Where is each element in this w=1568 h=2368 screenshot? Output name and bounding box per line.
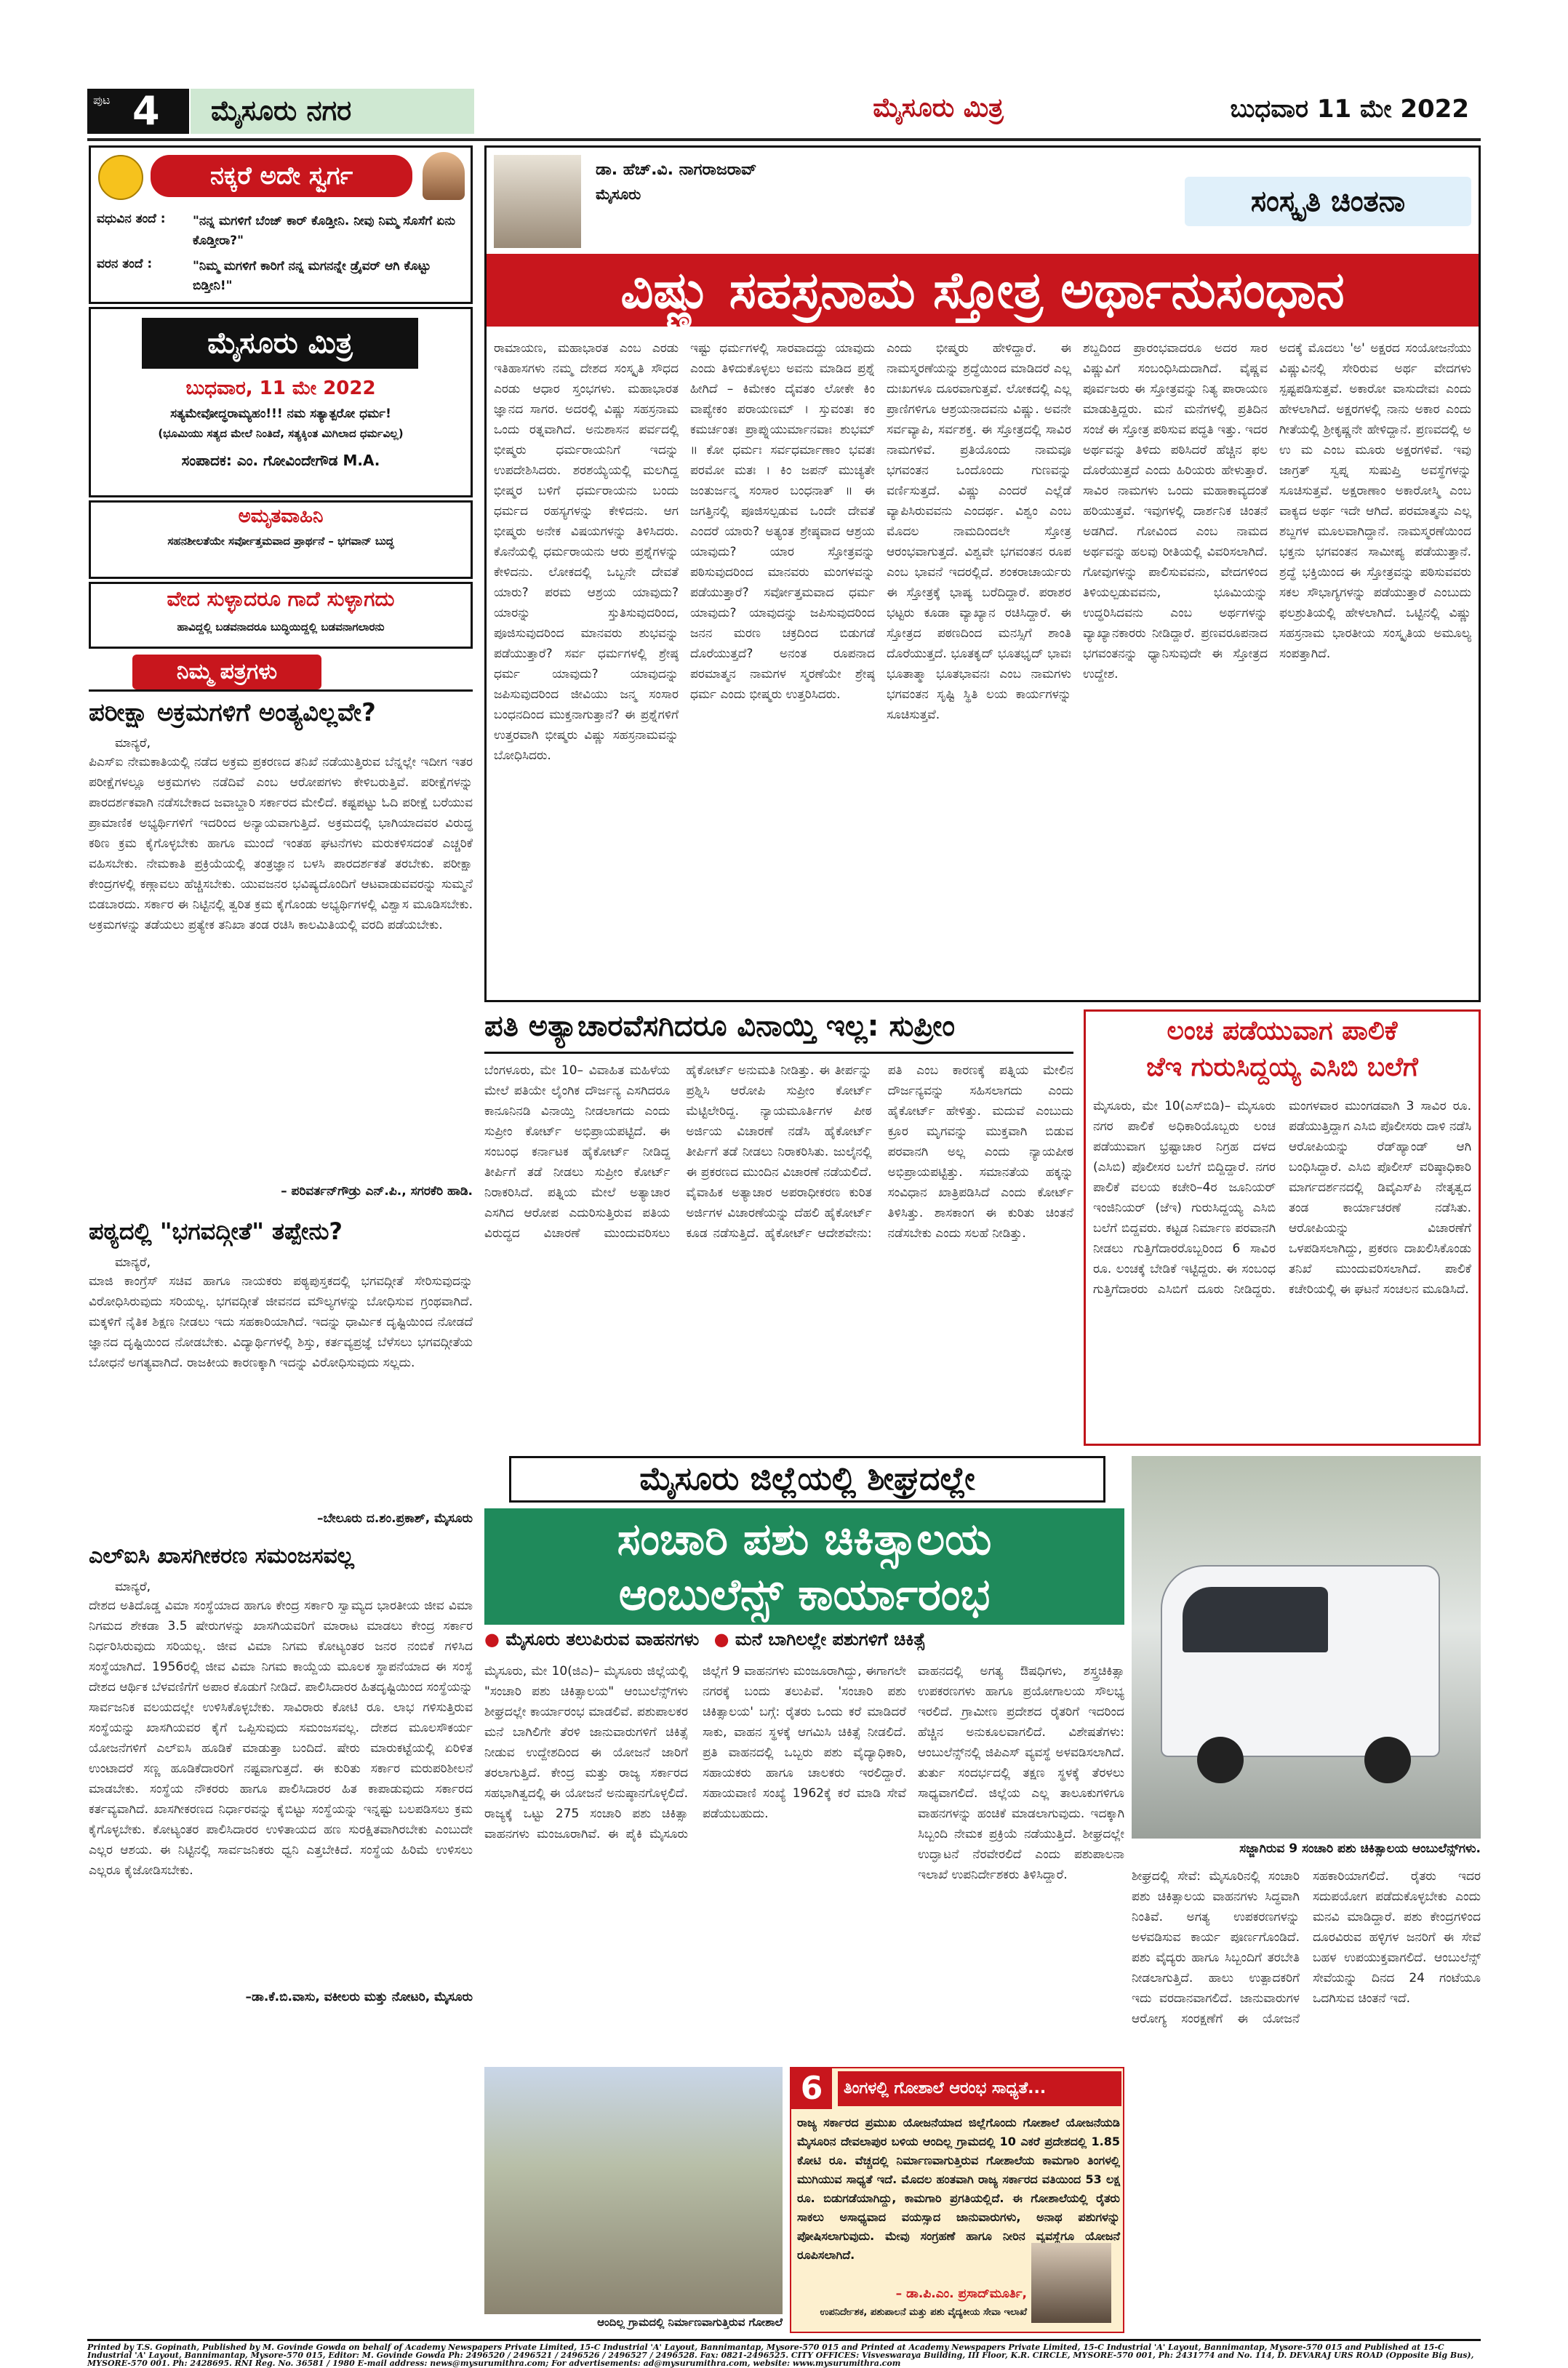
- humor-line1-text: "ನನ್ನ ಮಗಳಿಗೆ ಬೆಂಜ್ ಕಾರ್ ಕೊಡ್ತೀನಿ. ನೀವು ನಿಮ್ಮ ಸೊಸೆಗೆ ಏನು ಕೊಡ್ತೀರಾ?": [193, 214, 456, 248]
- letter-1-body: ಪಿಎಸ್‌ಐ ನೇಮಕಾತಿಯಲ್ಲಿ ನಡೆದ ಅಕ್ರಮ ಪ್ರಕರಣದ ತನಿಖೆ ನಡೆಯುತ್ತಿರುವ ಬೆನ್ನಲ್ಲೇ ಇದೀಗ ಇತರ ಪರೀಕ್ಷೆಗಳಲ್ಲೂ ಅಕ್ರಮಗಳು ನಡೆದಿವೆ ಎಂಬ ಆರೋಪಗಳು ಕೇಳಿಬರುತ್ತಿವೆ. ಪರೀಕ್ಷೆಗಳನ್ನು ಪಾರದರ್ಶಕವಾಗಿ ನಡೆಸಬೇಕಾದ ಜವಾಬ್ದಾರಿ ಸರ್ಕಾರದ ಮೇಲಿದೆ. ಕಷ್ಟಪಟ್ಟು ಓದಿ ಪರೀಕ್ಷೆ ಬರೆಯುವ ಪ್ರಾಮಾಣಿಕ ಅಭ್ಯರ್ಥಿಗಳಿಗೆ ಇದರಿಂದ ಅನ್ಯಾಯವಾಗುತ್ತಿದೆ. ಅಕ್ರಮದಲ್ಲಿ ಭಾಗಿಯಾದವರ ವಿರುದ್ಧ ಕಠಿಣ ಕ್ರಮ ಕೈಗೊಳ್ಳಬೇಕು ಹಾಗೂ ಮುಂದೆ ಇಂತಹ ಘಟನೆಗಳು ಮರುಕಳಿಸದಂತೆ ಎಚ್ಚರಿಕೆ ವಹಿಸಬೇಕು. ನೇಮಕಾತಿ ಪ್ರಕ್ರಿಯೆಯಲ್ಲಿ ತಂತ್ರಜ್ಞಾನ ಬಳಸಿ ಪಾರದರ್ಶಕತೆ ತರಬೇಕು. ಪರೀಕ್ಷಾ ಕೇಂದ್ರಗಳಲ್ಲಿ ಕಣ್ಗಾವಲು ಹೆಚ್ಚಿಸಬೇಕು. ಯುವಜನರ ಭವಿಷ್ಯದೊಂದಿಗೆ ಆಟವಾಡುವವರನ್ನು ಸುಮ್ಮನೆ ಬಿಡಬಾರದು. ಸರ್ಕಾರ ಈ ನಿಟ್ಟಿನಲ್ಲಿ ತ್ವರಿತ ಕ್ರಮ ಕೈಗೊಂಡು ಅಭ್ಯರ್ಥಿಗಳಲ್ಲಿ ವಿಶ್ವಾಸ ಮೂಡಿಸಬೇಕು. ಅಕ್ರಮಗಳನ್ನು ತಡೆಯಲು ಪ್ರತ್ಯೇಕ ತನಿಖಾ ತಂಡ ರಚಿಸಿ ಕಾಲಮಿತಿಯಲ್ಲಿ ವರದಿ ಪಡೆಯಬೇಕು.: [89, 755, 473, 932]
- section-label: ಮೈಸೂರು ನಗರ: [211, 95, 352, 127]
- header-paper-name: ಮೈಸೂರು ಮಿತ್ರ: [873, 93, 1004, 123]
- sc-news: [484, 1009, 1073, 1446]
- humor-title: ನಕ್ಕರೆ ಅದೇ ಸ್ವರ್ಗ: [151, 155, 412, 197]
- footer-rule: [87, 2339, 1481, 2341]
- sc-body: ಬೆಂಗಳೂರು, ಮೇ 10– ವಿವಾಹಿತ ಮಹಿಳೆಯ ಮೇಲೆ ಪತಿಯೇ ಲೈಂಗಿಕ ದೌರ್ಜನ್ಯ ಎಸಗಿದರೂ ಕಾನೂನಿನಡಿ ವಿನಾಯ್ತಿ ನೀಡಲಾಗದು ಎಂದು ಸುಪ್ರೀಂ ಕೋರ್ಟ್ ಅಭಿಪ್ರಾಯಪಟ್ಟಿದೆ. ಈ ಸಂಬಂಧ ಕರ್ನಾಟಕ ಹೈಕೋರ್ಟ್ ನೀಡಿದ್ದ ತೀರ್ಪಿಗೆ ತಡೆ ನೀಡಲು ಸುಪ್ರೀಂ ಕೋರ್ಟ್ ನಿರಾಕರಿಸಿದೆ. ಪತ್ನಿಯ ಮೇಲೆ ಅತ್ಯಾಚಾರ ಎಸಗಿದ ಆರೋಪ ಎದುರಿಸುತ್ತಿರುವ ಪತಿಯ ವಿರುದ್ಧದ ವಿಚಾರಣೆ ಮುಂದುವರಿಸಲು ಹೈಕೋರ್ಟ್ ಅನುಮತಿ ನೀಡಿತ್ತು. ಈ ತೀರ್ಪನ್ನು ಪ್ರಶ್ನಿಸಿ ಆರೋಪಿ ಸುಪ್ರೀಂ ಕೋರ್ಟ್ ಮೆಟ್ಟಿಲೇರಿದ್ದ. ನ್ಯಾಯಮೂರ್ತಿಗಳ ಪೀಠ ಅರ್ಜಿಯ ವಿಚಾರಣೆ ನಡೆಸಿ ಹೈಕೋರ್ಟ್ ತೀರ್ಪಿಗೆ ತಡೆ ನೀಡಲು ನಿರಾಕರಿಸಿತು. ಜುಲೈನಲ್ಲಿ ಈ ಪ್ರಕರಣದ ಮುಂದಿನ ವಿಚಾರಣೆ ನಡೆಯಲಿದೆ. ವೈವಾಹಿಕ ಅತ್ಯಾಚಾರ ಅಪರಾಧೀಕರಣ ಕುರಿತ ಅರ್ಜಿಗಳ ವಿಚಾರಣೆಯನ್ನು ದೆಹಲಿ ಹೈಕೋರ್ಟ್ ಕೂಡ ನಡೆಸುತ್ತಿದೆ. ಹೈಕೋರ್ಟ್ ಆದೇಶವೇನು: ಪತಿ ಎಂಬ ಕಾರಣಕ್ಕೆ ಪತ್ನಿಯ ಮೇಲಿನ ದೌರ್ಜನ್ಯವನ್ನು ಸಹಿಸಲಾಗದು ಎಂದು ಹೈಕೋರ್ಟ್ ಹೇಳಿತ್ತು. ಮದುವೆ ಎಂಬುದು ಕ್ರೂರ ಮೃಗವನ್ನು ಮುಕ್ತವಾಗಿ ಬಿಡುವ ಪರವಾನಗಿ ಅಲ್ಲ ಎಂದು ನ್ಯಾಯಪೀಠ ಅಭಿಪ್ರಾಯಪಟ್ಟಿತ್ತು. ಸಮಾನತೆಯ ಹಕ್ಕನ್ನು ಸಂವಿಧಾನ ಖಾತ್ರಿಪಡಿಸಿದೆ ಎಂದು ಕೋರ್ಟ್ ತಿಳಿಸಿತ್ತು. ಶಾಸಕಾಂಗ ಈ ಕುರಿತು ಚಿಂತನೆ ನಡೆಸಬೇಕು ಎಂದು ಸಲಹೆ ನೀಡಿತ್ತು.: [484, 1063, 1073, 1241]
- ambulance-photo: [1132, 1456, 1481, 1839]
- goshala-photo: [484, 2067, 783, 2314]
- vet-bullets: [484, 1629, 1124, 1655]
- acb-news: [1084, 1009, 1481, 1446]
- header-date: ಬುಧವಾರ 11 ಮೇ 2022: [1230, 95, 1469, 124]
- column-text-3: ಎಂದು ಭೀಷ್ಮರು ಹೇಳಿದ್ದಾರೆ. ಈ ನಾಮಸ್ಮರಣೆಯನ್ನು ಶ್ರದ್ಧೆಯಿಂದ ಮಾಡಿದರೆ ಎಲ್ಲ ದುಃಖಗಳೂ ದೂರವಾಗುತ್ತವೆ. ಲೋಕದಲ್ಲಿ ಎಲ್ಲ ಪ್ರಾಣಿಗಳಿಗೂ ಆಶ್ರಯನಾದವನು ವಿಷ್ಣು. ಅವನೇ ಸರ್ವವ್ಯಾಪಿ, ಸರ್ವಶಕ್ತ. ಈ ಸ್ತೋತ್ರದಲ್ಲಿ ಸಾವಿರ ನಾಮಗಳಿವೆ. ಪ್ರತಿಯೊಂದು ನಾಮವೂ ಭಗವಂತನ ಒಂದೊಂದು ಗುಣವನ್ನು ವರ್ಣಿಸುತ್ತದೆ. ವಿಷ್ಣು ಎಂದರೆ ಎಲ್ಲೆಡೆ ವ್ಯಾಪಿಸಿರುವವನು ಎಂದರ್ಥ. ವಿಶ್ವಂ ಎಂಬ ಮೊದಲ ನಾಮದಿಂದಲೇ ಸ್ತೋತ್ರ ಆರಂಭವಾಗುತ್ತದೆ. ವಿಶ್ವವೇ ಭಗವಂತನ ರೂಪ ಎಂಬ ಭಾವನೆ ಇದರಲ್ಲಿದೆ. ಶಂಕರಾಚಾರ್ಯರು ಈ ಸ್ತೋತ್ರಕ್ಕೆ ಭಾಷ್ಯ ಬರೆದಿದ್ದಾರೆ. ಪರಾಶರ ಭಟ್ಟರು ಕೂಡಾ ವ್ಯಾಖ್ಯಾನ ರಚಿಸಿದ್ದಾರೆ. ಈ ಸ್ತೋತ್ರದ ಪಠಣದಿಂದ ಮನಸ್ಸಿಗೆ ಶಾಂತಿ ದೊರೆಯುತ್ತದೆ. ಭೂತಕೃದ್ ಭೂತಭೃದ್ ಭಾವಃ ಭೂತಾತ್ಮಾ ಭೂತಭಾವನಃ ಎಂಬ ನಾಮಗಳು ಭಗವಂತನ ಸೃಷ್ಟಿ ಸ್ಥಿತಿ ಲಯ ಕಾರ್ಯಗಳನ್ನು ಸೂಚಿಸುತ್ತವೆ.: [887, 341, 1071, 722]
- vet-headline-2: ಆಂಬುಲೆನ್ಸ್ ಕಾರ್ಯಾರಂಭ: [618, 1569, 991, 1620]
- column-author: ಡಾ. ಹೆಚ್.ವಿ. ನಾಗರಾಜರಾವ್: [596, 161, 757, 179]
- letter-2-salute: ಮಾನ್ಯರೆ,: [115, 1255, 151, 1270]
- bullet-icon: ●: [713, 1629, 729, 1649]
- column-text-1: ರಾಮಾಯಣ, ಮಹಾಭಾರತ ಎಂಬ ಎರಡು ಇತಿಹಾಸಗಳು ನಮ್ಮ ದೇಶದ ಸಂಸ್ಕೃತಿ ಸೌಧದ ಎರಡು ಆಧಾರ ಸ್ತಂಭಗಳು. ಮಹಾಭಾರತ ಜ್ಞಾನದ ಸಾಗರ. ಅದರಲ್ಲಿ ವಿಷ್ಣು ಸಹಸ್ರನಾಮ ಒಂದು ರತ್ನವಾಗಿದೆ. ಅನುಶಾಸನ ಪರ್ವದಲ್ಲಿ ಭೀಷ್ಮರು ಧರ್ಮರಾಯನಿಗೆ ಇದನ್ನು ಉಪದೇಶಿಸಿದರು. ಶರಶಯ್ಯೆಯಲ್ಲಿ ಮಲಗಿದ್ದ ಭೀಷ್ಮರ ಬಳಿಗೆ ಧರ್ಮರಾಯನು ಬಂದು ಧರ್ಮದ ರಹಸ್ಯಗಳನ್ನು ಕೇಳಿದನು. ಆಗ ಭೀಷ್ಮರು ಅನೇಕ ವಿಷಯಗಳನ್ನು ತಿಳಿಸಿದರು. ಕೊನೆಯಲ್ಲಿ ಧರ್ಮರಾಯನು ಆರು ಪ್ರಶ್ನೆಗಳನ್ನು ಕೇಳಿದನು. ಲೋಕದಲ್ಲಿ ಒಬ್ಬನೇ ದೇವತೆ ಯಾರು? ಪರಮ ಆಶ್ರಯ ಯಾವುದು? ಯಾರನ್ನು ಸ್ತುತಿಸುವುದರಿಂದ, ಪೂಜಿಸುವುದರಿಂದ ಮಾನವರು ಶುಭವನ್ನು ಪಡೆಯುತ್ತಾರೆ? ಸರ್ವ ಧರ್ಮಗಳಲ್ಲಿ ಶ್ರೇಷ್ಠ ಧರ್ಮ ಯಾವುದು? ಯಾವುದನ್ನು ಜಪಿಸುವುದರಿಂದ ಜೀವಿಯು ಜನ್ಮ ಸಂಸಾರ ಬಂಧನದಿಂದ ಮುಕ್ತನಾಗುತ್ತಾನೆ? ಈ ಪ್ರಶ್ನೆಗಳಿಗೆ ಉತ್ತರವಾಗಿ ಭೀಷ್ಮರು ವಿಷ್ಣು ಸಹಸ್ರನಾಮವನ್ನು ಬೋಧಿಸಿದರು.: [494, 341, 679, 763]
- goshala-title: ತಿಂಗಳಲ್ಲಿ ಗೋಶಾಲೆ ಆರಂಭ ಸಾಧ್ಯತೆ...: [838, 2071, 1121, 2106]
- proverb-title: ವೇದ ಸುಳ್ಳಾದರೂ ಗಾದೆ ಸುಳ್ಳಾಗದು: [167, 587, 395, 611]
- column-headline: ವಿಷ್ಣು ಸಹಸ್ರನಾಮ ಸ್ತೋತ್ರ ಅರ್ಥಾನುಸಂಧಾನ: [487, 254, 1479, 327]
- letter-2-title: ಪಠ್ಯದಲ್ಲಿ "ಭಗವದ್ಗೀತೆ" ತಪ್ಪೇನು?: [89, 1217, 343, 1245]
- proverb-text: ಹಾವಿದ್ದಲ್ಲಿ ಬಡವನಾದರೂ ಬುದ್ಧಿಯಿದ್ದಲ್ಲಿ ಬಡವನಾಗಲಾರನು: [177, 620, 385, 633]
- humor-line1-label: ವಧುವಿನ ತಂದೆ :: [97, 212, 166, 226]
- column-box: [484, 145, 1481, 1002]
- section-name: [191, 89, 474, 134]
- letter-1-title: ಪರೀಕ್ಷಾ ಅಕ್ರಮಗಳಿಗೆ ಅಂತ್ಯವಿಲ್ಲವೇ?: [89, 698, 376, 727]
- letter-3-title: ಎಲ್‌ಐಸಿ ಖಾಸಗೀಕರಣ ಸಮಂಜಸವಲ್ಲ: [89, 1543, 354, 1569]
- vet-bullet-2: ಮನೆ ಬಾಗಿಲಲ್ಲೇ ಪಶುಗಳಿಗೆ ಚಿಕಿತ್ಸೆ: [735, 1629, 926, 1649]
- letter-3-body: ದೇಶದ ಅತಿದೊಡ್ಡ ವಿಮಾ ಸಂಸ್ಥೆಯಾದ ಹಾಗೂ ಕೇಂದ್ರ ಸರ್ಕಾರಿ ಸ್ವಾಮ್ಯದ ಭಾರತೀಯ ಜೀವ ವಿಮಾ ನಿಗಮದ ಶೇಕಡಾ 3.5 ಷೇರುಗಳನ್ನು ಖಾಸಗಿಯವರಿಗೆ ಮಾರಾಟ ಮಾಡಲು ಕೇಂದ್ರ ಸರ್ಕಾರ ನಿರ್ಧರಿಸಿರುವುದು ಸರಿಯಲ್ಲ. ಜೀವ ವಿಮಾ ನಿಗಮ ಕೋಟ್ಯಂತರ ಜನರ ನಂಬಿಕೆ ಗಳಿಸಿದ ಸಂಸ್ಥೆಯಾಗಿದೆ. 1956ರಲ್ಲಿ ಜೀವ ವಿಮಾ ನಿಗಮ ಕಾಯ್ದೆಯ ಮೂಲಕ ಸ್ಥಾಪನೆಯಾದ ಈ ಸಂಸ್ಥೆ ದೇಶದ ಆರ್ಥಿಕ ಬೆಳವಣಿಗೆಗೆ ಅಪಾರ ಕೊಡುಗೆ ನೀಡಿದೆ. ಪಾಲಿಸಿದಾರರ ಹಿತದೃಷ್ಟಿಯಿಂದ ಸಂಸ್ಥೆಯನ್ನು ಸಾರ್ವಜನಿಕ ವಲಯದಲ್ಲೇ ಉಳಿಸಿಕೊಳ್ಳಬೇಕು. ಸಾವಿರಾರು ಕೋಟಿ ರೂ. ಲಾಭ ಗಳಿಸುತ್ತಿರುವ ಸಂಸ್ಥೆಯನ್ನು ಖಾಸಗಿಯವರ ಕೈಗೆ ಒಪ್ಪಿಸುವುದು ಸಮಂಜಸವಲ್ಲ. ದೇಶದ ಮೂಲಸೌಕರ್ಯ ಯೋಜನೆಗಳಿಗೆ ಎಲ್‌ಐಸಿ ಹೂಡಿಕೆ ಮಾಡುತ್ತಾ ಬಂದಿದೆ. ಷೇರು ಮಾರುಕಟ್ಟೆಯಲ್ಲಿ ಏರಿಳಿತ ಉಂಟಾದರೆ ಸಣ್ಣ ಹೂಡಿಕೆದಾರರಿಗೆ ನಷ್ಟವಾಗುತ್ತದೆ. ಈ ಕುರಿತು ಸರ್ಕಾರ ಮರುಪರಿಶೀಲನೆ ಮಾಡಬೇಕು. ಸಂಸ್ಥೆಯ ನೌಕರರು ಹಾಗೂ ಪಾಲಿಸಿದಾರರ ಹಿತ ಕಾಪಾಡುವುದು ಸರ್ಕಾರದ ಕರ್ತವ್ಯವಾಗಿದೆ. ಖಾಸಗೀಕರಣದ ನಿರ್ಧಾರವನ್ನು ಕೈಬಿಟ್ಟು ಸಂಸ್ಥೆಯನ್ನು ಇನ್ನಷ್ಟು ಬಲಪಡಿಸಲು ಕ್ರಮ ಕೈಗೊಳ್ಳಬೇಕು. ಕೋಟ್ಯಂತರ ಪಾಲಿಸಿದಾರರ ಉಳಿತಾಯದ ಹಣ ಸುರಕ್ಷಿತವಾಗಿರಬೇಕು ಎಂಬುದೇ ಎಲ್ಲರ ಆಶಯ. ಈ ನಿಟ್ಟಿನಲ್ಲಿ ಸಾರ್ವಜನಿಕರು ಧ್ವನಿ ಎತ್ತಬೇಕಿದೆ. ಸಂಸ್ಥೆಯ ಹಿರಿಮೆ ಉಳಿಸಲು ಎಲ್ಲರೂ ಕೈಜೋಡಿಸಬೇಕು.: [89, 1599, 473, 1878]
- goshala-quote-author: – ಡಾ.ಪಿ.ಎಂ. ಪ್ರಸಾದ್‌ಮೂರ್ತಿ,: [895, 2287, 1027, 2301]
- footer-imprint: Printed by T.S. Gopinath, Published by M. Govinde Gowda on behalf of Academy Newspapers Private Limited, 15-C Industrial 'A' Layout, Bannimantap, Mysore-570 015 and Printed at Academy Newspapers Private Limited, 15-C Industrial 'A' Layout, Bannimantap, Mysore-570 015 and Published at 15-C Industrial 'A' Layout, Bannimantap, Mysore-570 015, Editor: M. Govinde Gowda Ph: 2496520 / 2496521 / 2496526 / 2496527 / 2496528. Fax: 0821-2496525. CITY OFFICES: Visveswaraya Building, III Floor, K.R. CIRCLE, MYSORE-570 001, Ph: 2431774 and No. 114, D. DEVARAJ URS ROAD (Opposite Big Bus), MYSORE-570 001. Ph: 2428695. RNI Reg. No. 36581 / 1980 E-mail address: news@mysurumithra.com; For advertisements: ad@mysurumithra.com, website: www.mysurumithra.com: [87, 2343, 1474, 2368]
- paper-info-box: [89, 307, 473, 497]
- vet-body-2: ವಾಹನದಲ್ಲಿ ಅಗತ್ಯ ಔಷಧಿಗಳು, ಶಸ್ತ್ರಚಿಕಿತ್ಸಾ ಉಪಕರಣಗಳು ಹಾಗೂ ಪ್ರಯೋಗಾಲಯ ಸೌಲಭ್ಯ ಇರಲಿದೆ. ಗ್ರಾಮೀಣ ಪ್ರದೇಶದ ರೈತರಿಗೆ ಇದರಿಂದ ಹೆಚ್ಚಿನ ಅನುಕೂಲವಾಗಲಿದೆ. ವಿಶೇಷತೆಗಳು: ಆಂಬುಲೆನ್ಸ್‌ನಲ್ಲಿ ಜಿಪಿಎಸ್ ವ್ಯವಸ್ಥೆ ಅಳವಡಿಸಲಾಗಿದೆ. ತುರ್ತು ಸಂದರ್ಭದಲ್ಲಿ ತಕ್ಷಣ ಸ್ಥಳಕ್ಕೆ ತೆರಳಲು ಸಾಧ್ಯವಾಗಲಿದೆ. ಜಿಲ್ಲೆಯ ಎಲ್ಲ ತಾಲೂಕುಗಳಿಗೂ ವಾಹನಗಳನ್ನು ಹಂಚಿಕೆ ಮಾಡಲಾಗುವುದು. ಇದಕ್ಕಾಗಿ ಸಿಬ್ಬಂದಿ ನೇಮಕ ಪ್ರಕ್ರಿಯೆ ನಡೆಯುತ್ತಿದೆ. ಶೀಘ್ರದಲ್ಲೇ ಉದ್ಘಾಟನೆ ನೆರವೇರಲಿದೆ ಎಂದು ಪಶುಪಾಲನಾ ಇಲಾಖೆ ಉಪನಿರ್ದೇಶಕರು ತಿಳಿಸಿದ್ದಾರೆ.: [918, 1664, 1124, 1882]
- letter-3-author: –ಡಾ.ಕೆ.ಬಿ.ವಾಸು, ವಕೀಲರು ಮತ್ತು ನೋಟರಿ, ಮೈಸೂರು: [245, 1990, 473, 2004]
- goshala-quote-role: ಉಪನಿರ್ದೇಶಕ, ಪಶುಪಾಲನೆ ಮತ್ತು ಪಶು ವೈದ್ಯಕೀಯ ಸೇವಾ ಇಲಾಖೆ: [820, 2307, 1027, 2318]
- amrutavahini-quote: ಸಹನಶೀಲತೆಯೇ ಸರ್ವೋತ್ತಮವಾದ ಪ್ರಾರ್ಥನೆ – ಭಗವಾನ್ ಬುದ್ಧ: [167, 535, 394, 548]
- goshala-number: 6: [791, 2068, 832, 2109]
- bullet-icon: ●: [484, 1629, 500, 1649]
- column-text-4: ಶಬ್ದದಿಂದ ಪ್ರಾರಂಭವಾದರೂ ಅದರ ಸಾರ ವಿಷ್ಣುವಿಗೆ ಸಂಬಂಧಿಸಿದುದಾಗಿದೆ. ವೈಷ್ಣವ ಪೂರ್ವಜರು ಈ ಸ್ತೋತ್ರವನ್ನು ನಿತ್ಯ ಪಾರಾಯಣ ಮಾಡುತ್ತಿದ್ದರು. ಮನೆ ಮನೆಗಳಲ್ಲಿ ಪ್ರತಿದಿನ ಸಂಜೆ ಈ ಸ್ತೋತ್ರ ಪಠಿಸುವ ಪದ್ಧತಿ ಇತ್ತು. ಇದರ ಅರ್ಥವನ್ನು ತಿಳಿದು ಪಠಿಸಿದರೆ ಹೆಚ್ಚಿನ ಫಲ ದೊರೆಯುತ್ತದೆ ಎಂದು ಹಿರಿಯರು ಹೇಳುತ್ತಾರೆ. ಸಾವಿರ ನಾಮಗಳು ಒಂದು ಮಹಾಕಾವ್ಯದಂತೆ ಹರಿಯುತ್ತವೆ. ಇವುಗಳಲ್ಲಿ ದಾರ್ಶನಿಕ ಚಿಂತನೆ ಅಡಗಿದೆ. ಗೋವಿಂದ ಎಂಬ ನಾಮದ ಅರ್ಥವನ್ನು ಹಲವು ರೀತಿಯಲ್ಲಿ ವಿವರಿಸಲಾಗಿದೆ. ಗೋವುಗಳನ್ನು ಪಾಲಿಸುವವನು, ವೇದಗಳಿಂದ ತಿಳಿಯಲ್ಪಡುವವನು, ಭೂಮಿಯನ್ನು ಉದ್ಧರಿಸಿದವನು ಎಂಬ ಅರ್ಥಗಳನ್ನು ವ್ಯಾಖ್ಯಾನಕಾರರು ನೀಡಿದ್ದಾರೆ. ಪ್ರಣವರೂಪನಾದ ಭಗವಂತನನ್ನು ಧ್ಯಾನಿಸುವುದೇ ಈ ಸ್ತೋತ್ರದ ಉದ್ದೇಶ.: [1083, 341, 1268, 681]
- vet-headline-box: [484, 1508, 1124, 1625]
- vet-bullet-1: ಮೈಸೂರು ತಲುಪಿರುವ ವಾಹನಗಳು: [505, 1629, 700, 1649]
- letter-2-author: –ಬೇಲೂರು ದ.ಶಂ.ಪ್ರಕಾಶ್, ಮೈಸೂರು: [317, 1511, 473, 1526]
- ambulance-wheel-icon: [1197, 1737, 1244, 1783]
- column-city: ಮೈಸೂರು: [596, 185, 641, 203]
- header-rule: [87, 138, 1481, 141]
- goshala-body: ರಾಜ್ಯ ಸರ್ಕಾರದ ಪ್ರಮುಖ ಯೋಜನೆಯಾದ ಜಿಲ್ಲೆಗೊಂದು ಗೋಶಾಲೆ ಯೋಜನೆಯಡಿ ಮೈಸೂರಿನ ದೇವಲಾಪುರ ಬಳಿಯ ಆಂದಿಲ್ಲ ಗ್ರಾಮದಲ್ಲಿ 10 ಎಕರೆ ಪ್ರದೇಶದಲ್ಲಿ 1.85 ಕೋಟಿ ರೂ. ವೆಚ್ಚದಲ್ಲಿ ನಿರ್ಮಾಣವಾಗುತ್ತಿರುವ ಗೋಶಾಲೆಯ ಕಾಮಗಾರಿ ತಿಂಗಳಲ್ಲಿ ಮುಗಿಯುವ ಸಾಧ್ಯತೆ ಇದೆ. ಮೊದಲ ಹಂತವಾಗಿ ರಾಜ್ಯ ಸರ್ಕಾರದ ವತಿಯಿಂದ 53 ಲಕ್ಷ ರೂ. ಬಿಡುಗಡೆಯಾಗಿದ್ದು, ಕಾಮಗಾರಿ ಪ್ರಗತಿಯಲ್ಲಿದೆ. ಈ ಗೋಶಾಲೆಯಲ್ಲಿ ರೈತರು ಸಾಕಲು ಅಸಾಧ್ಯವಾದ ವಯಸ್ಸಾದ ಜಾನುವಾರುಗಳು, ಅನಾಥ ಪಶುಗಳನ್ನು ಪೋಷಿಸಲಾಗುವುದು. ಮೇವು ಸಂಗ್ರಹಣೆ ಹಾಗೂ ನೀರಿನ ವ್ಯವಸ್ಥೆಗೂ ಯೋಜನೆ ರೂಪಿಸಲಾಗಿದೆ.: [797, 2116, 1120, 2262]
- ambulance-windshield: [1183, 1587, 1328, 1652]
- ambulance-photo-caption: ಸಜ್ಜಾಗಿರುವ 9 ಸಂಚಾರಿ ಪಶು ಚಿಕಿತ್ಸಾಲಯ ಆಂಬುಲೆನ್ಸ್‌ಗಳು.: [1239, 1841, 1481, 1856]
- page-number: 4: [132, 88, 160, 134]
- goshala-photo-caption: ಆಂದಿಲ್ಲ ಗ್ರಾಮದಲ್ಲಿ ನಿರ್ಮಾಣವಾಗುತ್ತಿರುವ ಗೋಶಾಲೆ: [597, 2316, 783, 2329]
- paper-motto: ಸತ್ಯಮೇವೋದ್ಧರಾಮ್ಯಹಂ!!! ನಮ ಸತ್ಯಾತ್ಪರೋ ಧರ್ಮ!: [170, 407, 391, 421]
- sc-rule: [484, 1052, 1073, 1054]
- humor-line2-text: "ನಿಮ್ಮ ಮಗಳಿಗೆ ಕಾರಿಗೆ ನನ್ನ ಮಗನನ್ನೇ ಡ್ರೈವರ್ ಆಗಿ ಕೊಟ್ಟು ಬಿಡ್ತೀನಿ!": [193, 259, 431, 293]
- amrutavahini-box: [89, 500, 473, 579]
- acb-headline-1: ಲಂಚ ಪಡೆಯುವಾಗ ಪಾಲಿಕೆ: [1167, 1016, 1398, 1046]
- vet-body-1: ಮೈಸೂರು, ಮೇ 10(ಜಿಎ)– ಮೈಸೂರು ಜಿಲ್ಲೆಯಲ್ಲಿ "ಸಂಚಾರಿ ಪಶು ಚಿಕಿತ್ಸಾಲಯ" ಆಂಬುಲೆನ್ಸ್‌ಗಳು ಶೀಘ್ರದಲ್ಲೇ ಕಾರ್ಯಾರಂಭ ಮಾಡಲಿವೆ. ಪಶುಪಾಲಕರ ಮನೆ ಬಾಗಿಲಿಗೇ ತೆರಳಿ ಜಾನುವಾರುಗಳಿಗೆ ಚಿಕಿತ್ಸೆ ನೀಡುವ ಉದ್ದೇಶದಿಂದ ಈ ಯೋಜನೆ ಜಾರಿಗೆ ತರಲಾಗುತ್ತಿದೆ. ಕೇಂದ್ರ ಮತ್ತು ರಾಜ್ಯ ಸರ್ಕಾರದ ಸಹಭಾಗಿತ್ವದಲ್ಲಿ ಈ ಯೋಜನೆ ಅನುಷ್ಠಾನಗೊಳ್ಳಲಿದೆ. ರಾಜ್ಯಕ್ಕೆ ಒಟ್ಟು 275 ಸಂಚಾರಿ ಪಶು ಚಿಕಿತ್ಸಾ ವಾಹನಗಳು ಮಂಜೂರಾಗಿವೆ. ಈ ಪೈಕಿ ಮೈಸೂರು ಜಿಲ್ಲೆಗೆ 9 ವಾಹನಗಳು ಮಂಜೂರಾಗಿದ್ದು, ಈಗಾಗಲೇ ನಗರಕ್ಕೆ ಬಂದು ತಲುಪಿವೆ. 'ಸಂಚಾರಿ ಪಶು ಚಿಕಿತ್ಸಾಲಯ' ಬಗ್ಗೆ: ರೈತರು ಒಂದು ಕರೆ ಮಾಡಿದರೆ ಸಾಕು, ವಾಹನ ಸ್ಥಳಕ್ಕೆ ಆಗಮಿಸಿ ಚಿಕಿತ್ಸೆ ನೀಡಲಿದೆ. ಪ್ರತಿ ವಾಹನದಲ್ಲಿ ಒಬ್ಬರು ಪಶು ವೈದ್ಯಾಧಿಕಾರಿ, ಸಹಾಯಕರು ಹಾಗೂ ಚಾಲಕರು ಇರಲಿದ್ದಾರೆ. ಸಹಾಯವಾಣಿ ಸಂಖ್ಯೆ 1962ಕ್ಕೆ ಕರೆ ಮಾಡಿ ಸೇವೆ ಪಡೆಯಬಹುದು.: [484, 1664, 906, 1841]
- sc-headline: ಪತಿ ಅತ್ಯಾಚಾರವೆಸಗಿದರೂ ವಿನಾಯ್ತಿ ಇಲ್ಲ: ಸುಪ್ರೀಂ: [484, 1009, 956, 1043]
- paper-logo: ಮೈಸೂರು ಮಿತ್ರ: [142, 318, 418, 369]
- goshala-box: [790, 2067, 1124, 2333]
- cartoon-icon: [423, 152, 465, 200]
- vet-body-3: ಶೀಘ್ರದಲ್ಲಿ ಸೇವೆ: ಮೈಸೂರಿನಲ್ಲಿ ಸಂಚಾರಿ ಪಶು ಚಿಕಿತ್ಸಾಲಯ ವಾಹನಗಳು ಸಿದ್ಧವಾಗಿ ನಿಂತಿವೆ. ಅಗತ್ಯ ಉಪಕರಣಗಳನ್ನು ಅಳವಡಿಸುವ ಕಾರ್ಯ ಪೂರ್ಣಗೊಂಡಿದೆ. ಪಶು ವೈದ್ಯರು ಹಾಗೂ ಸಿಬ್ಬಂದಿಗೆ ತರಬೇತಿ ನೀಡಲಾಗುತ್ತಿದೆ. ಹಾಲು ಉತ್ಪಾದಕರಿಗೆ ಇದು ವರದಾನವಾಗಲಿದೆ. ಜಾನುವಾರುಗಳ ಆರೋಗ್ಯ ಸಂರಕ್ಷಣೆಗೆ ಈ ಯೋಜನೆ ಸಹಕಾರಿಯಾಗಲಿದೆ. ರೈತರು ಇದರ ಸದುಪಯೋಗ ಪಡೆದುಕೊಳ್ಳಬೇಕು ಎಂದು ಮನವಿ ಮಾಡಿದ್ದಾರೆ. ಪಶು ಕೇಂದ್ರಗಳಿಂದ ದೂರವಿರುವ ಹಳ್ಳಿಗಳ ಜನರಿಗೆ ಈ ಸೇವೆ ಬಹಳ ಉಪಯುಕ್ತವಾಗಲಿದೆ. ಆಂಬುಲೆನ್ಸ್ ಸೇವೆಯನ್ನು ದಿನದ 24 ಗಂಟೆಯೂ ಒದಗಿಸುವ ಚಿಂತನೆ ಇದೆ.: [1132, 1869, 1481, 2026]
- acb-headline-2: ಜೆಇ ಗುರುಸಿದ್ದಯ್ಯ ಎಸಿಬಿ ಬಲೆಗೆ: [1146, 1052, 1418, 1082]
- paper-date: ಬುಧವಾರ, 11 ಮೇ 2022: [185, 377, 376, 399]
- humor-box: [89, 145, 473, 304]
- laugh-icon: [98, 155, 143, 200]
- letter-1-author: – ಪರಿವರ್ತನ್‌ಗೌಡ್ರು ಎನ್.ಪಿ., ಸಗರಕೆರಿ ಹಾಡಿ.: [281, 1184, 473, 1199]
- paper-motto-2: (ಭೂಮಿಯು ಸತ್ಯದ ಮೇಲೆ ನಿಂತಿದೆ, ಸತ್ಯಕ್ಕಿಂತ ಮಿಗಿಲಾದ ಧರ್ಮವಿಲ್ಲ): [158, 427, 404, 440]
- author-photo: [494, 155, 581, 248]
- letters-section: [89, 655, 473, 2015]
- ambulance-wheel-icon: [1364, 1737, 1411, 1783]
- letters-rule: [89, 689, 473, 692]
- vet-kicker: ಮೈಸೂರು ಜಿಲ್ಲೆಯಲ್ಲಿ ಶೀಘ್ರದಲ್ಲೇ: [509, 1456, 1105, 1503]
- page-number-box: [87, 89, 189, 134]
- proverb-box: [89, 582, 473, 649]
- column-section-title: ಸಂಸ್ಕೃತಿ ಚಿಂತನಾ: [1185, 177, 1471, 226]
- column-text-5: ಅದಕ್ಕೆ ಮೊದಲು 'ಅ' ಅಕ್ಷರದ ಸಂಯೋಜನೆಯು ವಿಷ್ಣುವಿನಲ್ಲಿ ಸೇರಿರುವ ಅರ್ಥ ವೇದಗಳು ಸ್ಪಷ್ಟಪಡಿಸುತ್ತವೆ. ಅಕಾರೋ ವಾಸುದೇವಃ ಎಂದು ಹೇಳಲಾಗಿದೆ. ಅಕ್ಷರಗಳಲ್ಲಿ ನಾನು ಅಕಾರ ಎಂದು ಗೀತೆಯಲ್ಲಿ ಶ್ರೀಕೃಷ್ಣನೇ ಹೇಳಿದ್ದಾನೆ. ಪ್ರಣವದಲ್ಲಿ ಅ ಉ ಮ ಎಂಬ ಮೂರು ಅಕ್ಷರಗಳಿವೆ. ಇವು ಜಾಗ್ರತ್ ಸ್ವಪ್ನ ಸುಷುಪ್ತಿ ಅವಸ್ಥೆಗಳನ್ನು ಸೂಚಿಸುತ್ತವೆ. ಅಕ್ಷರಾಣಾಂ ಅಕಾರೋಸ್ಮಿ ಎಂಬ ವಾಕ್ಯದ ಅರ್ಥ ಇದೇ ಆಗಿದೆ. ಪರಮಾತ್ಮನು ಎಲ್ಲ ಶಬ್ದಗಳ ಮೂಲವಾಗಿದ್ದಾನೆ. ನಾಮಸ್ಮರಣೆಯಿಂದ ಭಕ್ತನು ಭಗವಂತನ ಸಾಮೀಪ್ಯ ಪಡೆಯುತ್ತಾನೆ. ಶ್ರದ್ಧೆ ಭಕ್ತಿಯಿಂದ ಈ ಸ್ತೋತ್ರವನ್ನು ಪಠಿಸುವವರು ಸಕಲ ಸೌಭಾಗ್ಯಗಳನ್ನು ಪಡೆಯುತ್ತಾರೆ ಎಂಬುದು ಫಲಶ್ರುತಿಯಲ್ಲಿ ಹೇಳಲಾಗಿದೆ. ಒಟ್ಟಿನಲ್ಲಿ ವಿಷ್ಣು ಸಹಸ್ರನಾಮ ಭಾರತೀಯ ಸಂಸ್ಕೃತಿಯ ಅಮೂಲ್ಯ ಸಂಪತ್ತಾಗಿದೆ.: [1279, 341, 1471, 661]
- column-text-2: ಇಷ್ಟು ಧರ್ಮಗಳಲ್ಲಿ ಸಾರವಾದದ್ದು ಯಾವುದು ಎಂದು ತಿಳಿದುಕೊಳ್ಳಲು ಅವನು ಮಾಡಿದ ಪ್ರಶ್ನೆ ಹೀಗಿದೆ – ಕಿಮೇಕಂ ದೈವತಂ ಲೋಕೇ ಕಿಂ ವಾಪ್ಯೇಕಂ ಪರಾಯಣಮ್ । ಸ್ತುವಂತಃ ಕಂ ಕಮರ್ಚಂತಃ ಪ್ರಾಪ್ನುಯುರ್ಮಾನವಾಃ ಶುಭಮ್ ॥ ಕೋ ಧರ್ಮಃ ಸರ್ವಧರ್ಮಾಣಾಂ ಭವತಃ ಪರಮೋ ಮತಃ । ಕಿಂ ಜಪನ್ ಮುಚ್ಯತೇ ಜಂತುರ್ಜನ್ಮ ಸಂಸಾರ ಬಂಧನಾತ್ ॥ ಈ ಜಗತ್ತಿನಲ್ಲಿ ಪೂಜಿಸಲ್ಪಡುವ ಒಂದೇ ದೇವತೆ ಎಂದರೆ ಯಾರು? ಅತ್ಯಂತ ಶ್ರೇಷ್ಠವಾದ ಆಶ್ರಯ ಯಾವುದು? ಯಾರ ಸ್ತೋತ್ರವನ್ನು ಪಠಿಸುವುದರಿಂದ ಮಾನವರು ಮಂಗಳವನ್ನು ಪಡೆಯುತ್ತಾರೆ? ಸರ್ವೋತ್ತಮವಾದ ಧರ್ಮ ಯಾವುದು? ಯಾವುದನ್ನು ಜಪಿಸುವುದರಿಂದ ಜನನ ಮರಣ ಚಕ್ರದಿಂದ ಬಿಡುಗಡೆ ದೊರೆಯುತ್ತದೆ? ಅನಂತ ರೂಪನಾದ ಪರಮಾತ್ಮನ ನಾಮಗಳ ಸ್ಮರಣೆಯೇ ಶ್ರೇಷ್ಠ ಧರ್ಮ ಎಂದು ಭೀಷ್ಮರು ಉತ್ತರಿಸಿದರು.: [690, 341, 875, 702]
- letter-3-salute: ಮಾನ್ಯರೆ,: [115, 1580, 151, 1594]
- amrutavahini-title: ಅಮೃತವಾಹಿನಿ: [238, 505, 324, 527]
- acb-body: ಮೈಸೂರು, ಮೇ 10(ಎಸ್‌ಬಿಡಿ)– ಮೈಸೂರು ನಗರ ಪಾಲಿಕೆ ಅಧಿಕಾರಿಯೊಬ್ಬರು ಲಂಚ ಪಡೆಯುವಾಗ ಭ್ರಷ್ಟಾಚಾರ ನಿಗ್ರಹ ದಳದ (ಎಸಿಬಿ) ಪೊಲೀಸರ ಬಲೆಗೆ ಬಿದ್ದಿದ್ದಾರೆ. ನಗರ ಪಾಲಿಕೆ ವಲಯ ಕಚೇರಿ–4ರ ಜೂನಿಯರ್ ಇಂಜಿನಿಯರ್ (ಜೆಇ) ಗುರುಸಿದ್ದಯ್ಯ ಎಸಿಬಿ ಬಲೆಗೆ ಬಿದ್ದವರು. ಕಟ್ಟಡ ನಿರ್ಮಾಣ ಪರವಾನಗಿ ನೀಡಲು ಗುತ್ತಿಗೆದಾರರೊಬ್ಬರಿಂದ 6 ಸಾವಿರ ರೂ. ಲಂಚಕ್ಕೆ ಬೇಡಿಕೆ ಇಟ್ಟಿದ್ದರು. ಈ ಸಂಬಂಧ ಗುತ್ತಿಗೆದಾರರು ಎಸಿಬಿಗೆ ದೂರು ನೀಡಿದ್ದರು. ಮಂಗಳವಾರ ಮುಂಗಡವಾಗಿ 3 ಸಾವಿರ ರೂ. ಪಡೆಯುತ್ತಿದ್ದಾಗ ಎಸಿಬಿ ಪೊಲೀಸರು ದಾಳಿ ನಡೆಸಿ ಆರೋಪಿಯನ್ನು ರೆಡ್‌ಹ್ಯಾಂಡ್ ಆಗಿ ಬಂಧಿಸಿದ್ದಾರೆ. ಎಸಿಬಿ ಪೊಲೀಸ್ ವರಿಷ್ಠಾಧಿಕಾರಿ ಮಾರ್ಗದರ್ಶನದಲ್ಲಿ ಡಿವೈಎಸ್‌ಪಿ ನೇತೃತ್ವದ ತಂಡ ಕಾರ್ಯಾಚರಣೆ ನಡೆಸಿತು. ಆರೋಪಿಯನ್ನು ವಿಚಾರಣೆಗೆ ಒಳಪಡಿಸಲಾಗಿದ್ದು, ಪ್ರಕರಣ ದಾಖಲಿಸಿಕೊಂಡು ತನಿಖೆ ಮುಂದುವರಿಸಲಾಗಿದೆ. ಪಾಲಿಕೆ ಕಚೇರಿಯಲ್ಲಿ ಈ ಘಟನೆ ಸಂಚಲನ ಮೂಡಿಸಿದೆ.: [1093, 1099, 1472, 1297]
- page-label: ಪುಟ: [93, 93, 111, 107]
- letter-1-salute: ಮಾನ್ಯರೆ,: [115, 736, 151, 751]
- official-photo: [1031, 2243, 1111, 2323]
- vet-headline-1: ಸಂಚಾರಿ ಪಶು ಚಿಕಿತ್ಸಾಲಯ: [617, 1514, 992, 1565]
- letters-section-title: ನಿಮ್ಮ ಪತ್ರಗಳು: [132, 655, 321, 689]
- humor-line2-label: ವರನ ತಂದೆ :: [97, 257, 153, 271]
- letter-2-body: ಮಾಜಿ ಕಾಂಗ್ರೆಸ್ ಸಚಿವ ಹಾಗೂ ನಾಯಕರು ಪಠ್ಯಪುಸ್ತಕದಲ್ಲಿ ಭಗವದ್ಗೀತೆ ಸೇರಿಸುವುದನ್ನು ವಿರೋಧಿಸಿರುವುದು ಸರಿಯಲ್ಲ. ಭಗವದ್ಗೀತೆ ಜೀವನದ ಮೌಲ್ಯಗಳನ್ನು ಬೋಧಿಸುವ ಗ್ರಂಥವಾಗಿದೆ. ಮಕ್ಕಳಿಗೆ ನೈತಿಕ ಶಿಕ್ಷಣ ನೀಡಲು ಇದು ಸಹಕಾರಿಯಾಗಿದೆ. ಇದನ್ನು ಧಾರ್ಮಿಕ ದೃಷ್ಟಿಯಿಂದ ನೋಡದೆ ಜ್ಞಾನದ ದೃಷ್ಟಿಯಿಂದ ನೋಡಬೇಕು. ವಿದ್ಯಾರ್ಥಿಗಳಲ್ಲಿ ಶಿಸ್ತು, ಕರ್ತವ್ಯಪ್ರಜ್ಞೆ ಬೆಳೆಸಲು ಭಗವದ್ಗೀತೆಯ ಬೋಧನೆ ಅಗತ್ಯವಾಗಿದೆ. ರಾಜಕೀಯ ಕಾರಣಕ್ಕಾಗಿ ಇದನ್ನು ವಿರೋಧಿಸುವುದು ಸಲ್ಲದು.: [89, 1274, 473, 1370]
- paper-editor: ಸಂಪಾದಕ: ಎಂ. ಗೋವಿಂದೇಗೌಡ M.A.: [181, 452, 380, 469]
